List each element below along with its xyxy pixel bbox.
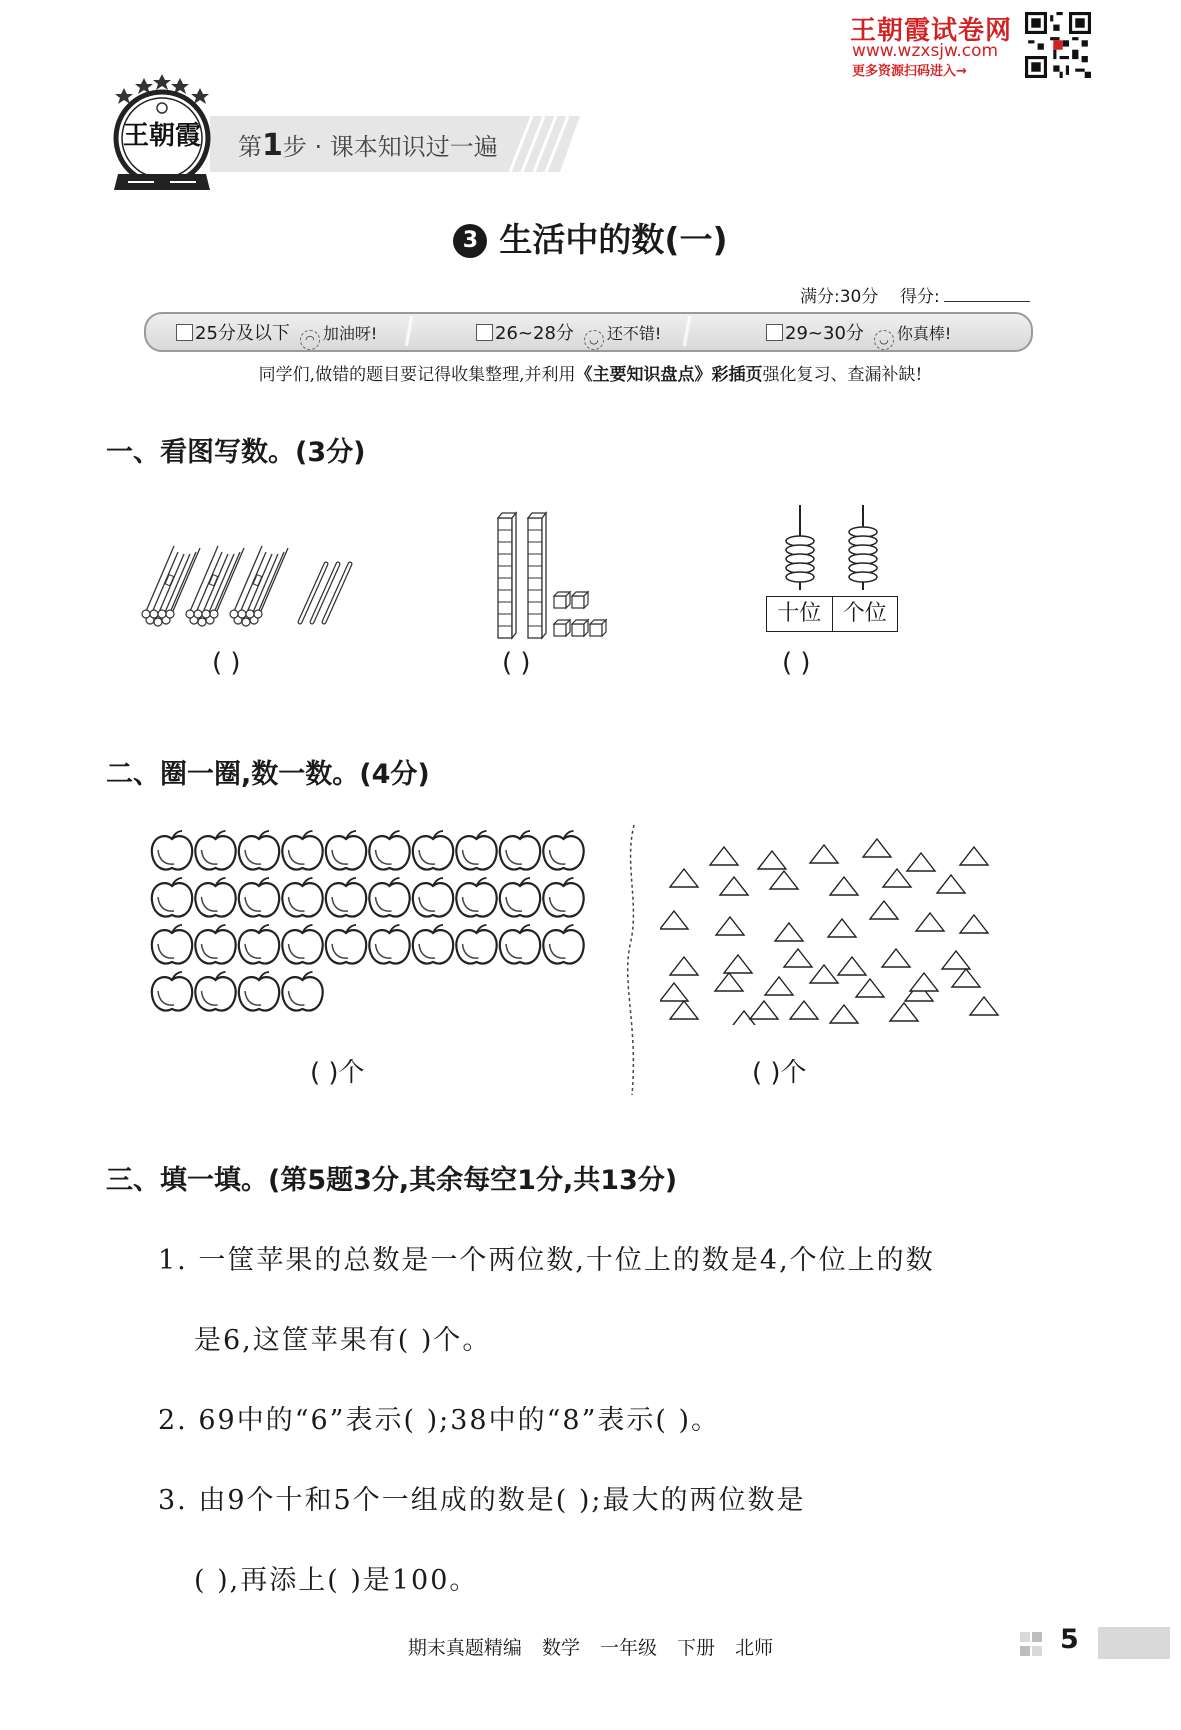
- apple-icon[interactable]: [152, 925, 192, 963]
- footer-decoration: [1020, 1628, 1056, 1660]
- brand-url[interactable]: www.wzxsjw.com: [852, 41, 999, 61]
- triangle-icon[interactable]: [810, 965, 838, 983]
- brand-name: 王朝霞试卷网: [850, 16, 1013, 46]
- apple-icon[interactable]: [282, 878, 322, 916]
- step-label: 第1步 · 课本知识过一遍: [238, 128, 498, 163]
- apple-icon[interactable]: [543, 831, 583, 869]
- triangle-icon[interactable]: [660, 911, 688, 929]
- apple-icon[interactable]: [326, 831, 366, 869]
- triangle-icon[interactable]: [863, 839, 891, 857]
- triangle-icon[interactable]: [960, 915, 988, 933]
- apples-figure: [150, 830, 630, 1030]
- triangle-icon[interactable]: [970, 997, 998, 1015]
- section1-heading: 一、看图写数。(3分): [106, 437, 366, 468]
- full-score-label: 满分:30分: [800, 287, 879, 307]
- triangle-icon[interactable]: [810, 845, 838, 863]
- triangle-icon[interactable]: [890, 1003, 918, 1021]
- question-2: 2. 69中的“6”表示( );38中的“8”表示( )。: [158, 1405, 721, 1436]
- triangle-icon[interactable]: [952, 969, 980, 987]
- triangle-icon[interactable]: [870, 901, 898, 919]
- apple-icon[interactable]: [282, 925, 322, 963]
- apple-icon[interactable]: [456, 925, 496, 963]
- score-row: [800, 282, 1030, 307]
- apple-icon[interactable]: [413, 831, 453, 869]
- triangle-icon[interactable]: [882, 949, 910, 967]
- tens-place-label: 十位: [767, 597, 833, 631]
- triangle-icon[interactable]: [660, 983, 688, 1001]
- got-score-label: 得分:: [899, 287, 940, 307]
- page-number: 5: [1060, 1624, 1079, 1655]
- apple-icon[interactable]: [195, 972, 235, 1010]
- ones-place-label: 个位: [842, 601, 887, 626]
- lesson-title-text: 生活中的数(一): [499, 220, 728, 259]
- triangle-icon[interactable]: [720, 877, 748, 895]
- rating-high: 29~30分 ◡ 你真棒!: [766, 319, 951, 350]
- apple-icon[interactable]: [413, 925, 453, 963]
- triangle-icon[interactable]: [670, 957, 698, 975]
- stick-bundles-figure: [140, 540, 380, 630]
- apple-icon[interactable]: [543, 925, 583, 963]
- lesson-number-badge: 3: [453, 224, 487, 258]
- apple-icon[interactable]: [456, 831, 496, 869]
- apple-icon[interactable]: [195, 878, 235, 916]
- qr-code-icon[interactable]: [1025, 12, 1091, 78]
- triangle-icon[interactable]: [830, 1005, 858, 1023]
- triangle-icon[interactable]: [910, 973, 938, 991]
- apple-icon[interactable]: [456, 878, 496, 916]
- triangle-icon[interactable]: [770, 871, 798, 889]
- apple-icon[interactable]: [413, 878, 453, 916]
- apple-icon[interactable]: [326, 925, 366, 963]
- rating-mid: 26~28分 ◡ 还不错!: [476, 319, 661, 350]
- triangle-icon[interactable]: [670, 1001, 698, 1019]
- score-blank[interactable]: [944, 301, 1030, 302]
- apple-icon[interactable]: [500, 878, 540, 916]
- triangle-icon[interactable]: [758, 851, 786, 869]
- rating-checkbox[interactable]: [476, 324, 493, 341]
- apple-icon[interactable]: [500, 831, 540, 869]
- rating-checkbox[interactable]: [176, 324, 193, 341]
- apple-icon[interactable]: [239, 925, 279, 963]
- footer-book-info: 期末真题精编 数学 一年级 下册 北师: [407, 1637, 774, 1659]
- abacus-place-labels: [766, 596, 898, 632]
- apple-icon[interactable]: [500, 925, 540, 963]
- apple-icon[interactable]: [152, 831, 192, 869]
- triangle-icon[interactable]: [942, 951, 970, 969]
- question-3-line-2: ( ),再添上( )是100。: [194, 1565, 479, 1596]
- apple-icon[interactable]: [239, 878, 279, 916]
- apple-icon[interactable]: [282, 831, 322, 869]
- triangle-icon[interactable]: [937, 875, 965, 893]
- answer-blank-triangles[interactable]: ( )个: [752, 1058, 807, 1088]
- apple-icon[interactable]: [369, 878, 409, 916]
- apple-icon[interactable]: [152, 878, 192, 916]
- face-icon: ◡: [584, 330, 604, 350]
- triangle-icon[interactable]: [710, 847, 738, 865]
- triangle-icon[interactable]: [790, 1001, 818, 1019]
- triangle-icon[interactable]: [907, 853, 935, 871]
- question-1-line-2: 是6,这筐苹果有( )个。: [194, 1325, 492, 1356]
- rating-bar: [144, 312, 1033, 352]
- logo-text: 王朝霞: [122, 121, 202, 151]
- triangle-icon[interactable]: [883, 869, 911, 887]
- apple-icon[interactable]: [282, 972, 322, 1010]
- face-icon: ◠: [300, 330, 320, 350]
- triangle-icon[interactable]: [715, 973, 743, 991]
- rating-low: 25分及以下 ◠ 加油呀!: [176, 319, 377, 350]
- brand-scan-hint: 更多资源扫码进入→: [852, 64, 967, 79]
- answer-blank-abacus[interactable]: ( ): [782, 648, 811, 678]
- apple-icon[interactable]: [195, 925, 235, 963]
- abacus-figure: [765, 505, 905, 590]
- apple-icon[interactable]: [326, 878, 366, 916]
- apple-icon[interactable]: [195, 831, 235, 869]
- study-tip: 同学们,做错的题目要记得收集整理,并利用《主要知识盘点》彩插页强化复习、查漏补缺!: [258, 365, 923, 385]
- apple-icon[interactable]: [369, 925, 409, 963]
- answer-blank-sticks[interactable]: ( ): [212, 648, 241, 678]
- triangle-icon[interactable]: [716, 917, 744, 935]
- triangle-icon[interactable]: [784, 949, 812, 967]
- apple-icon[interactable]: [239, 831, 279, 869]
- rating-checkbox[interactable]: [766, 324, 783, 341]
- triangle-icon[interactable]: [750, 1001, 778, 1019]
- apple-icon[interactable]: [369, 831, 409, 869]
- lesson-title: [0, 214, 1181, 261]
- question-3-line-1: 3. 由9个十和5个一组成的数是( );最大的两位数是: [158, 1485, 806, 1516]
- triangles-figure: [660, 825, 1000, 1025]
- apple-icon[interactable]: [543, 878, 583, 916]
- section3-heading: 三、填一填。(第5题3分,其余每空1分,共13分): [106, 1165, 678, 1196]
- triangle-icon[interactable]: [830, 877, 858, 895]
- answer-blank-blocks[interactable]: ( ): [502, 648, 531, 678]
- triangle-icon[interactable]: [856, 979, 884, 997]
- triangle-icon[interactable]: [724, 955, 752, 973]
- triangle-icon[interactable]: [765, 977, 793, 995]
- apple-icon[interactable]: [152, 972, 192, 1010]
- section2-heading: 二、圈一圈,数一数。(4分): [106, 759, 430, 790]
- page-number-band: [1098, 1627, 1170, 1659]
- question-1-line-1: 1. 一筐苹果的总数是一个两位数,十位上的数是4,个位上的数: [158, 1245, 935, 1276]
- triangle-icon[interactable]: [775, 923, 803, 941]
- dashed-divider: [622, 825, 642, 1095]
- triangle-icon[interactable]: [916, 913, 944, 931]
- triangle-icon[interactable]: [838, 957, 866, 975]
- apple-icon[interactable]: [239, 972, 279, 1010]
- answer-blank-apples[interactable]: ( )个: [310, 1058, 365, 1088]
- base-ten-blocks-figure: [490, 510, 620, 640]
- triangle-icon[interactable]: [670, 869, 698, 887]
- wangzhaoxia-logo: [104, 74, 220, 198]
- face-icon: ◡: [874, 330, 894, 350]
- triangle-icon[interactable]: [960, 847, 988, 865]
- triangle-icon[interactable]: [828, 919, 856, 937]
